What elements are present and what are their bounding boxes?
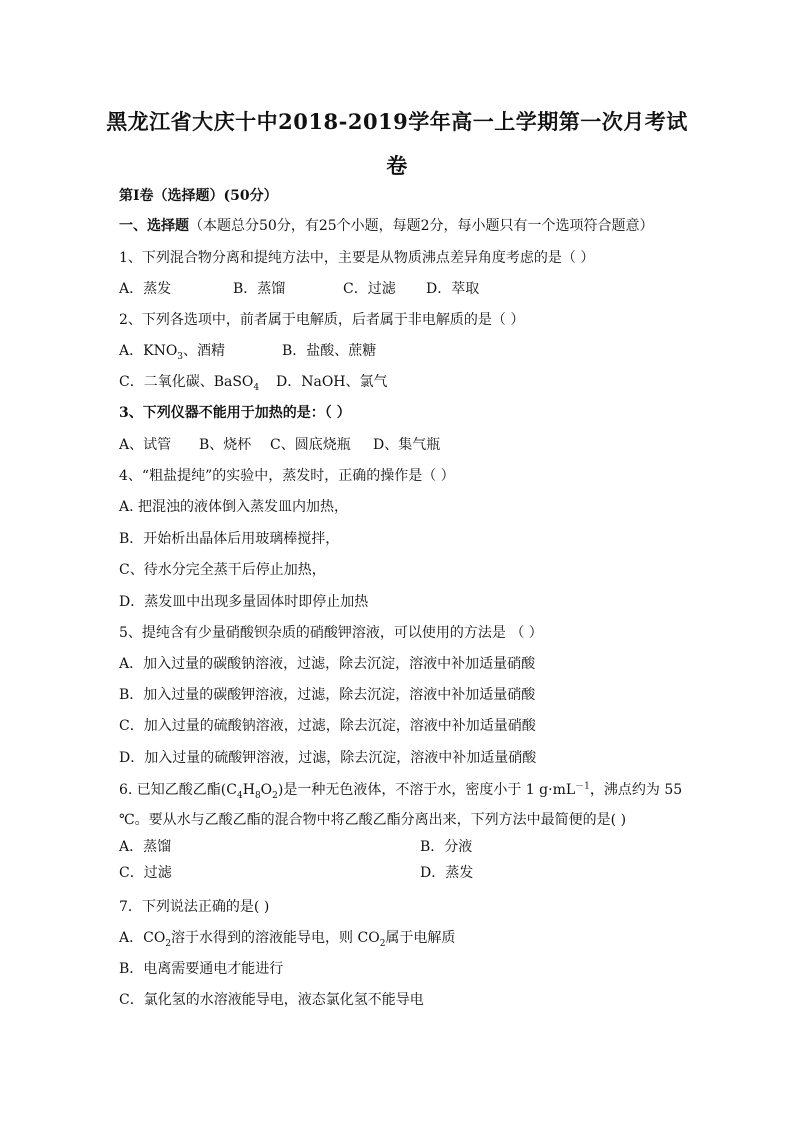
q7-option-b: B．电离需要通电才能进行 bbox=[119, 961, 284, 977]
q7-a-text-3: 属于电解质 bbox=[385, 930, 456, 946]
q2-a-subscript: 3 bbox=[177, 351, 184, 362]
question-1-options bbox=[119, 279, 479, 299]
question-4-stem: 4、“粗盐提纯”的实验中，蒸发时，正确的操作是（ ） bbox=[119, 468, 455, 484]
question-5-stem: 5、提纯含有少量硝酸钡杂质的硝酸钾溶液，可以使用的方法是 （ ） bbox=[119, 625, 543, 641]
q4-option-a: A. 把混浊的液体倒入蒸发皿内加热， bbox=[119, 499, 349, 515]
question-3-options bbox=[119, 435, 440, 455]
question-6-stem-line-2: ℃。要从水与乙酸乙酯的混合物中将乙酸乙酯分离出来，下列方法中最简便的是( ) bbox=[119, 812, 627, 828]
q6-option-c: C．过滤 bbox=[119, 865, 172, 881]
question-6-options-ab bbox=[119, 837, 679, 857]
question-3-stem: 3、下列仪器不能用于加热的是：（ ） bbox=[119, 405, 351, 421]
q7-option-c: C．氯化氢的水溶液能导电，液态氯化氢不能导电 bbox=[119, 992, 424, 1008]
q6-sub-3: 2 bbox=[272, 790, 278, 801]
q5-option-b: B．加入过量的碳酸钾溶液，过滤，除去沉淀，溶液中补加适量硝酸 bbox=[119, 687, 536, 703]
q2-option-b: B．盐酸、蔗糖 bbox=[282, 343, 377, 359]
q7-option-a bbox=[119, 928, 455, 948]
title-line-2: 卷 bbox=[386, 153, 408, 178]
question-7-stem: 7．下列说法正确的是( ) bbox=[119, 899, 270, 915]
q2-a-text: A．KNO bbox=[119, 343, 178, 359]
q6-text-5: ，沸点约为 55 bbox=[589, 782, 683, 798]
q6-text-4: )是一种无色液体，不溶于水，密度小于 1 g·mL bbox=[277, 782, 576, 798]
q3-option-a: A、试管 bbox=[119, 437, 172, 453]
q6-text-1: 6. 已知乙酸乙酯(C bbox=[119, 782, 237, 798]
q5-option-c: C．加入过量的硫酸钠溶液，过滤，除去沉淀，溶液中补加适量硝酸 bbox=[119, 718, 536, 734]
q6-option-b: B．分液 bbox=[420, 839, 473, 855]
q2-a-text-post: 、酒精 bbox=[183, 343, 226, 359]
q1-option-a: A．蒸发 bbox=[119, 281, 172, 297]
q2-c-subscript: 4 bbox=[253, 382, 260, 393]
q3-option-b: B、烧杯 bbox=[199, 437, 252, 453]
q6-sub-1: 4 bbox=[236, 790, 243, 801]
q3-option-d: D、集气瓶 bbox=[373, 437, 441, 453]
q6-option-d: D．蒸发 bbox=[420, 865, 474, 881]
exam-title bbox=[100, 100, 694, 188]
q4-option-c: C、待水分完全蒸干后停止加热， bbox=[119, 562, 326, 578]
q6-text-3: O bbox=[260, 782, 273, 798]
q5-option-d: D．加入过量的硫酸钾溶液，过滤，除去沉淀，溶液中补加适量硝酸 bbox=[119, 750, 537, 766]
q5-option-a: A．加入过量的碳酸钠溶液，过滤，除去沉淀，溶液中补加适量硝酸 bbox=[119, 656, 536, 672]
q6-option-a: A．蒸馏 bbox=[119, 839, 172, 855]
q2-option-d: D．NaOH、氯气 bbox=[276, 374, 388, 390]
section-note: （本题总分50分，有25个小题，每题2分，每小题只有一个选项符合题意） bbox=[189, 218, 654, 234]
q1-option-b: B．蒸馏 bbox=[233, 281, 286, 297]
q6-text-2: H bbox=[242, 782, 255, 798]
q1-option-c: C．过滤 bbox=[343, 281, 396, 297]
question-2-stem: 2、下列各选项中，前者属于电解质，后者属于非电解质的是（ ） bbox=[119, 312, 525, 328]
title-line-1: 黑龙江省大庆十中2018-2019学年高一上学期第一次月考试 bbox=[106, 109, 688, 134]
question-1-stem: 1、下列混合物分离和提纯方法中，主要是从物质沸点差异角度考虑的是（ ） bbox=[119, 250, 595, 266]
question-2-options-cd bbox=[119, 372, 388, 392]
question-6-stem-line-1 bbox=[119, 780, 682, 800]
q2-option-c bbox=[119, 372, 276, 392]
q6-sub-2: 8 bbox=[254, 790, 261, 801]
q2-option-a bbox=[119, 341, 282, 361]
section-heading bbox=[119, 216, 654, 236]
question-6-options-cd bbox=[119, 863, 679, 883]
part-heading: 第I卷（选择题）(50分） bbox=[119, 188, 278, 204]
q2-c-text: C．二氧化碳、BaSO bbox=[119, 374, 254, 390]
q7-a-text-1: A．CO bbox=[119, 930, 166, 946]
q7-a-sub-1: 2 bbox=[165, 938, 172, 949]
q6-superscript: －1 bbox=[575, 781, 590, 792]
question-2-options-ab bbox=[119, 341, 376, 361]
q7-a-sub-2: 2 bbox=[379, 938, 386, 949]
q3-option-c: C、圆底烧瓶 bbox=[270, 437, 351, 453]
q7-a-text-2: 溶于水得到的溶液能导电，则 CO bbox=[171, 930, 380, 946]
section-label: 一、选择题 bbox=[119, 218, 189, 234]
q1-option-d: D．萃取 bbox=[426, 281, 480, 297]
q4-option-d: D．蒸发皿中出现多量固体时即停止加热 bbox=[119, 594, 369, 610]
q4-option-b: B．开始析出晶体后用玻璃棒搅拌， bbox=[119, 531, 340, 547]
